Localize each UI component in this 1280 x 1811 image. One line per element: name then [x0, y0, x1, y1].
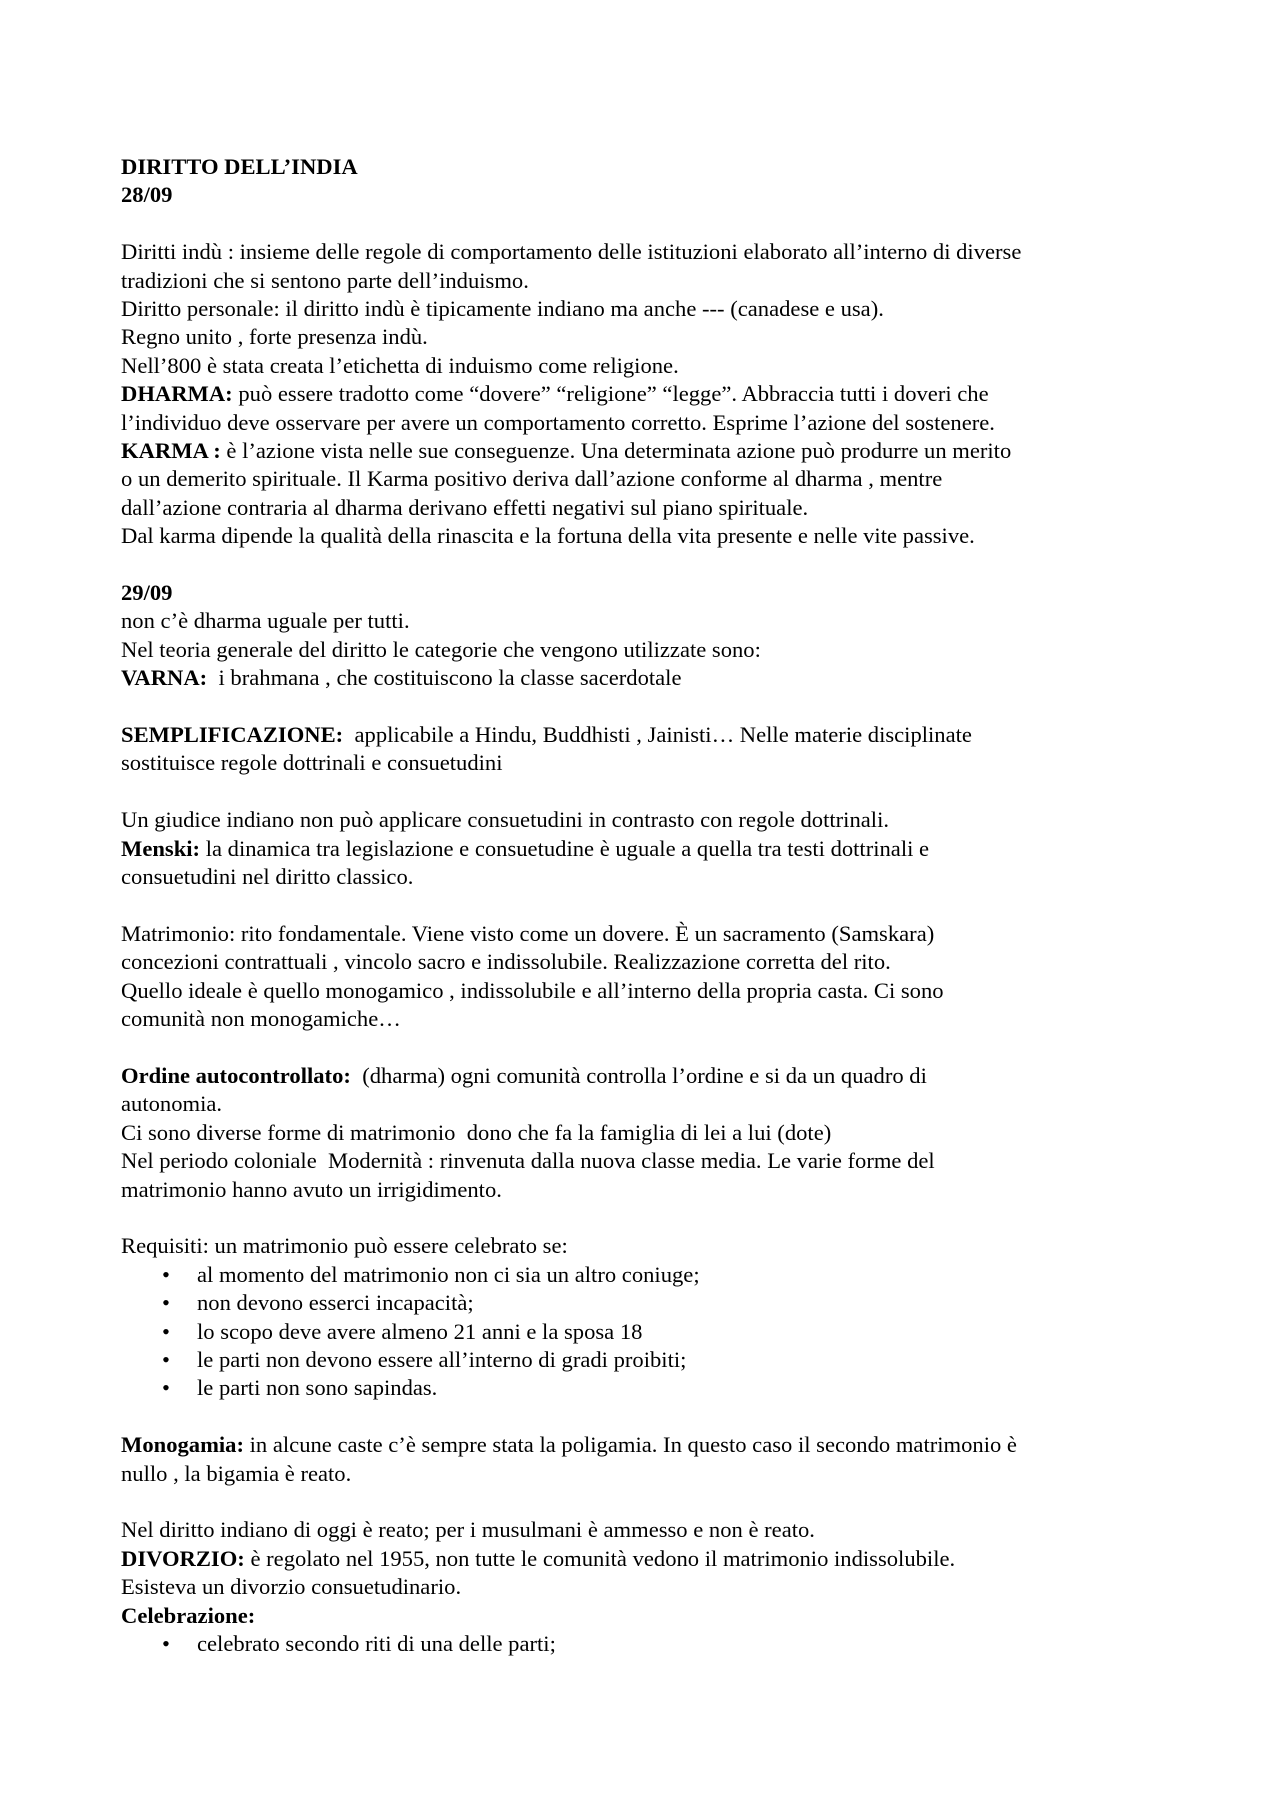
dharma-term: DHARMA:: [121, 381, 233, 407]
text-line: Esisteva un divorzio consuetudinario.: [121, 1574, 462, 1600]
text-line: Quello ideale è quello monogamico , indissolubile e all’interno della propria casta. Ci sono: [121, 977, 944, 1003]
document-title: DIRITTO DELL’INDIA: [121, 154, 358, 179]
text-line: Nel periodo coloniale Modernità : rinvenuta dalla nuova classe media. Le varie forme del: [121, 1148, 935, 1174]
celebrazione-heading: Celebrazione:: [121, 1602, 256, 1628]
karma-paragraph: [121, 437, 1171, 465]
text-line: dall’azione contraria al dharma derivano effetti negativi sul piano spirituale.: [121, 494, 809, 520]
text-line: comunità non monogamiche…: [121, 1006, 401, 1032]
text-line: nullo , la bigamia è reato.: [121, 1460, 352, 1486]
spacer: [121, 1488, 1171, 1516]
bullet-icon: •: [162, 1261, 170, 1287]
bullet-icon: •: [162, 1290, 170, 1316]
karma-text: è l’azione vista nelle sue conseguenze. Una determinata azione può produrre un merito: [220, 438, 1012, 464]
text-line: non c’è dharma uguale per tutti.: [121, 608, 410, 634]
list-item: [121, 1261, 1171, 1289]
requisiti-list: [121, 1261, 1171, 1403]
text-line: concezioni contrattuali , vincolo sacro e indissolubile. Realizzazione corretta del rito.: [121, 949, 891, 975]
text-line: Un giudice indiano non può applicare consuetudini in contrasto con regole dottrinali.: [121, 807, 889, 833]
text-line: Diritti indù : insieme delle regole di comportamento delle istituzioni elaborato all’interno di diverse: [121, 239, 1022, 265]
list-item-text: lo scopo deve avere almeno 21 anni e la sposa 18: [197, 1318, 643, 1344]
text-line: consuetudini nel diritto classico.: [121, 864, 414, 890]
text-line: Nel diritto indiano di oggi è reato; per i musulmani è ammesso e non è reato.: [121, 1517, 815, 1543]
text-line: Dal karma dipende la qualità della rinascita e la fortuna della vita presente e nelle vite passive.: [121, 523, 975, 549]
dharma-text: può essere tradotto come “dovere” “religione” “legge”. Abbraccia tutti i doveri che: [232, 381, 989, 407]
spacer: [121, 1403, 1171, 1431]
spacer: [121, 778, 1171, 806]
list-item: [121, 1374, 1171, 1402]
celebrazione-list: [121, 1630, 1171, 1658]
text-line: Diritto personale: il diritto indù è tipicamente indiano ma anche --- (canadese e usa).: [121, 296, 884, 322]
menski-term: Menski:: [121, 835, 201, 861]
bullet-icon: •: [162, 1318, 170, 1344]
bullet-icon: •: [162, 1375, 170, 1401]
ordine-paragraph: [121, 1062, 1171, 1090]
varna-term: VARNA:: [121, 665, 208, 691]
divorzio-text: è regolato nel 1955, non tutte le comunità vedono il matrimonio indissolubile.: [244, 1545, 956, 1571]
list-item: [121, 1630, 1171, 1658]
menski-text: la dinamica tra legislazione e consuetudine è uguale a quella tra testi dottrinali e: [200, 835, 930, 861]
monogamia-term: Monogamia:: [121, 1432, 244, 1458]
semplificazione-paragraph: [121, 721, 1171, 749]
spacer: [121, 1204, 1171, 1232]
spacer: [121, 551, 1171, 579]
spacer: [121, 1034, 1171, 1062]
date-heading-1: 28/09: [121, 182, 173, 208]
spacer: [121, 892, 1171, 920]
menski-paragraph: [121, 835, 1171, 863]
monogamia-text: in alcune caste c’è sempre stata la poligamia. In questo caso il secondo matrimonio è: [244, 1432, 1017, 1458]
document-page: [121, 153, 1171, 1658]
text-line: l’individuo deve osservare per avere un comportamento corretto. Esprime l’azione del sostenere.: [121, 409, 995, 435]
karma-term: KARMA :: [121, 438, 221, 464]
text-line: Matrimonio: rito fondamentale. Viene visto come un dovere. È un sacramento (Samskara): [121, 920, 935, 946]
text-line: Nel teoria generale del diritto le categorie che vengono utilizzate sono:: [121, 636, 761, 662]
list-item: [121, 1346, 1171, 1374]
date-heading-2: 29/09: [121, 580, 173, 606]
ordine-text: (dharma) ogni comunità controlla l’ordine e si da un quadro di: [350, 1062, 927, 1088]
list-item-text: le parti non sono sapindas.: [197, 1375, 438, 1401]
divorzio-paragraph: [121, 1545, 1171, 1573]
list-item-text: non devono esserci incapacità;: [197, 1290, 474, 1316]
semplificazione-text: applicabile a Hindu, Buddhisti , Jainisti… Nelle materie disciplinate: [343, 722, 972, 748]
text-line: autonomia.: [121, 1091, 223, 1117]
text-line: Ci sono diverse forme di matrimonio dono che fa la famiglia di lei a lui (dote): [121, 1119, 832, 1145]
requisiti-intro: Requisiti: un matrimonio può essere celebrato se:: [121, 1233, 568, 1259]
text-line: tradizioni che si sentono parte dell’induismo.: [121, 267, 529, 293]
list-item: [121, 1318, 1171, 1346]
list-item-text: le parti non devono essere all’interno di gradi proibiti;: [197, 1346, 687, 1372]
ordine-term: Ordine autocontrollato:: [121, 1062, 351, 1088]
spacer: [121, 210, 1171, 238]
bullet-icon: •: [162, 1630, 170, 1656]
monogamia-paragraph: [121, 1431, 1171, 1459]
list-item-text: celebrato secondo riti di una delle parti;: [197, 1630, 556, 1656]
text-line: sostituisce regole dottrinali e consuetudini: [121, 750, 503, 776]
dharma-paragraph: [121, 380, 1171, 408]
list-item: [121, 1289, 1171, 1317]
divorzio-term: DIVORZIO:: [121, 1545, 245, 1571]
varna-paragraph: [121, 664, 1171, 692]
spacer: [121, 693, 1171, 721]
bullet-icon: •: [162, 1346, 170, 1372]
text-line: Regno unito , forte presenza indù.: [121, 324, 428, 350]
text-line: Nell’800 è stata creata l’etichetta di induismo come religione.: [121, 352, 679, 378]
varna-text: i brahmana , che costituiscono la classe sacerdotale: [207, 665, 682, 691]
text-line: o un demerito spirituale. Il Karma positivo deriva dall’azione conforme al dharma , mentre: [121, 466, 943, 492]
semplificazione-term: SEMPLIFICAZIONE:: [121, 722, 344, 748]
list-item-text: al momento del matrimonio non ci sia un altro coniuge;: [197, 1261, 700, 1287]
text-line: matrimonio hanno avuto un irrigidimento.: [121, 1176, 502, 1202]
